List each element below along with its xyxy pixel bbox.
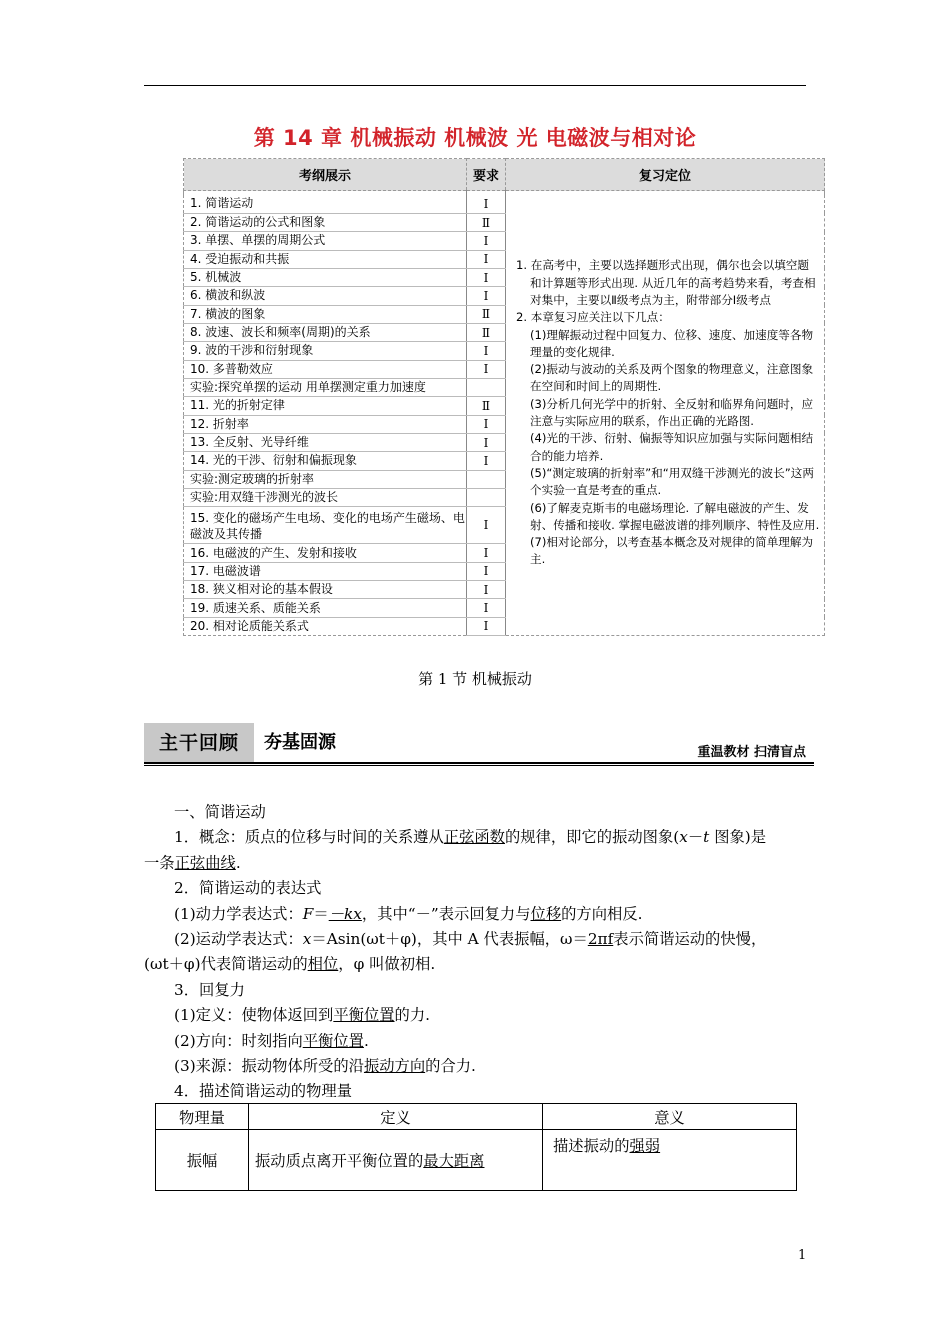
syllabus-item: 实验:探究单摆的运动 用单摆测定重力加速度 <box>184 378 467 396</box>
syllabus-level <box>467 489 506 507</box>
syllabus-level: Ⅰ <box>467 617 506 635</box>
syllabus-item: 16. 电磁波的产生、发射和接收 <box>184 544 467 562</box>
para-source: (3)来源：振动物体所受的沿振动方向的合力. <box>174 1057 476 1076</box>
syllabus-item: 2. 简谐运动的公式和图象 <box>184 213 467 231</box>
syllabus-level: Ⅰ <box>467 195 506 213</box>
blank-answer: 位移 <box>530 904 562 923</box>
syllabus-level: Ⅰ <box>467 232 506 250</box>
def-row-meaning: 描述振动的强弱 <box>543 1130 797 1191</box>
syllabus-item: 13. 全反射、光导纤维 <box>184 433 467 451</box>
syllabus-item: 1. 简谐运动 <box>184 195 467 213</box>
heading-quantities: 4．描述简谐运动的物理量 <box>174 1082 352 1101</box>
syllabus-header-review: 复习定位 <box>506 159 825 191</box>
page-number: 1 <box>798 1248 807 1263</box>
syllabus-level: Ⅰ <box>467 544 506 562</box>
review-sub-6: (6)了解麦克斯韦的电磁场理论. 了解电磁波的产生、发射、传播和接收. 掌握电磁波谱的排列顺序、特性及应用. <box>530 500 820 532</box>
chapter-title: 第 14 章 机械振动 机械波 光 电磁波与相对论 <box>253 126 697 150</box>
syllabus-level: Ⅰ <box>467 250 506 268</box>
syllabus-header-requirement: 要求 <box>467 159 506 191</box>
para-direction: (2)方向：时刻指向平衡位置. <box>174 1031 369 1050</box>
syllabus-level: Ⅰ <box>467 507 506 544</box>
syllabus-item: 18. 狭义相对论的基本假设 <box>184 581 467 599</box>
blank-answer: 振动方向 <box>363 1057 426 1076</box>
review-position <box>506 191 825 636</box>
review-sub-4: (4)光的干涉、衍射、偏振等知识应加强与实际问题相结合的能力培养. <box>530 431 814 463</box>
syllabus-header-outline: 考纲展示 <box>184 159 467 191</box>
banner-rule <box>144 762 814 764</box>
banner-right-text: 重温教材 扫清盲点 <box>697 745 806 760</box>
syllabus-level: Ⅱ <box>467 305 506 323</box>
def-header-definition: 定义 <box>249 1104 543 1130</box>
syllabus-item: 19. 质速关系、质能关系 <box>184 599 467 617</box>
syllabus-level: Ⅰ <box>467 562 506 580</box>
syllabus-level: Ⅰ <box>467 342 506 360</box>
syllabus-item: 3. 单摆、单摆的周期公式 <box>184 232 467 250</box>
syllabus-level: Ⅰ <box>467 415 506 433</box>
syllabus-level: Ⅰ <box>467 287 506 305</box>
review-sub-7: (7)相对论部分，以考查基本概念及对规律的简单理解为主. <box>530 535 814 567</box>
syllabus-item: 11. 光的折射定律 <box>184 397 467 415</box>
para-concept: 1．概念：质点的位移与时间的关系遵从正弦函数的规律，即它的振动图象(x－t 图象)是 <box>174 828 767 847</box>
review-point-1: 1. 在高考中，主要以选择题形式出现，偶尔也会以填空题和计算题等形式出现. 从近几年的高考趋势来看，考查相对集中，主要以Ⅱ级考点为主，附带部分Ⅰ级考点 <box>516 258 816 307</box>
banner-tag: 主干回顾 <box>144 723 254 762</box>
heading-expression: 2．简谐运动的表达式 <box>174 879 322 898</box>
blank-answer: 正弦函数 <box>443 828 505 847</box>
blank-answer: 2πf <box>587 930 614 949</box>
banner-subtitle: 夯基固源 <box>264 732 336 753</box>
para-definition: (1)定义：使物体返回到平衡位置的力. <box>174 1006 431 1025</box>
syllabus-item: 5. 机械波 <box>184 268 467 286</box>
syllabus-level: Ⅰ <box>467 433 506 451</box>
syllabus-item: 10. 多普勒效应 <box>184 360 467 378</box>
syllabus-item: 6. 横波和纵波 <box>184 287 467 305</box>
para-kinematics-cont: (ωt＋φ)代表简谐运动的相位，φ 叫做初相. <box>144 955 436 974</box>
syllabus-level <box>467 470 506 488</box>
header-rule <box>144 85 806 86</box>
def-row-definition: 振动质点离开平衡位置的最大距离 <box>249 1130 543 1191</box>
section-banner <box>144 723 814 765</box>
para-kinematics: (2)运动学表达式：x＝Asin(ωt＋φ)，其中 A 代表振幅，ω＝2πf表示简谐运动的快慢， <box>174 930 767 949</box>
syllabus-level: Ⅰ <box>467 452 506 470</box>
review-sub-5: (5)“测定玻璃的折射率”和“用双缝干涉测光的波长”这两个实验一直是考查的重点. <box>530 465 814 498</box>
syllabus-item: 15. 变化的磁场产生电场、变化的电场产生磁场、电磁波及其传播 <box>184 507 467 544</box>
syllabus-item: 9. 波的干涉和衍射现象 <box>184 342 467 360</box>
review-point-2: 2. 本章复习应关注以下几点： <box>516 310 670 325</box>
def-header-meaning: 意义 <box>543 1104 797 1130</box>
review-sub-2: (2)振动与波动的关系及两个图象的物理意义，注意图象在空间和时间上的周期性. <box>530 362 814 394</box>
blank-answer: 正弦曲线 <box>174 853 236 872</box>
blank-answer: 平衡位置 <box>302 1031 364 1050</box>
syllabus-table <box>183 158 825 636</box>
banner-rule-thin <box>144 765 814 766</box>
syllabus-level: Ⅰ <box>467 268 506 286</box>
syllabus-level: Ⅰ <box>467 581 506 599</box>
review-sub-1: (1)理解振动过程中回复力、位移、速度、加速度等各物理量的变化规律. <box>530 327 814 359</box>
heading-restoring-force: 3．回复力 <box>174 980 245 999</box>
blank-answer: 相位 <box>307 955 339 974</box>
def-header-quantity: 物理量 <box>156 1104 249 1130</box>
syllabus-level: Ⅱ <box>467 323 506 341</box>
syllabus-item: 7. 横波的图象 <box>184 305 467 323</box>
syllabus-level: Ⅰ <box>467 599 506 617</box>
syllabus-item: 14. 光的干涉、衍射和偏振现象 <box>184 452 467 470</box>
review-sub-3: (3)分析几何光学中的折射、全反射和临界角问题时，应注意与实际应用的联系，作出正确的光路图. <box>530 396 814 429</box>
syllabus-item: 8. 波速、波长和频率(周期)的关系 <box>184 323 467 341</box>
syllabus-level <box>467 378 506 396</box>
blank-answer: －kx <box>328 904 362 923</box>
syllabus-level: Ⅱ <box>467 397 506 415</box>
syllabus-level: Ⅱ <box>467 213 506 231</box>
para-dynamics: (1)动力学表达式：F＝－kx，其中“－”表示回复力与位移的方向相反. <box>174 904 643 923</box>
syllabus-item: 4. 受迫振动和共振 <box>184 250 467 268</box>
def-row-name: 振幅 <box>156 1130 249 1191</box>
blank-answer: 平衡位置 <box>333 1006 395 1025</box>
syllabus-item: 实验:用双缝干涉测光的波长 <box>184 489 467 507</box>
syllabus-level: Ⅰ <box>467 360 506 378</box>
body-text <box>144 800 812 1105</box>
para-concept-cont: 一条正弦曲线. <box>144 853 241 872</box>
syllabus-item: 实验:测定玻璃的折射率 <box>184 470 467 488</box>
quantities-table <box>155 1103 797 1191</box>
syllabus-item: 20. 相对论质能关系式 <box>184 617 467 635</box>
section-label: 第 1 节 机械振动 <box>418 670 532 688</box>
syllabus-item: 17. 电磁波谱 <box>184 562 467 580</box>
syllabus-item: 12. 折射率 <box>184 415 467 433</box>
heading-shm: 一、简谐运动 <box>174 803 266 821</box>
